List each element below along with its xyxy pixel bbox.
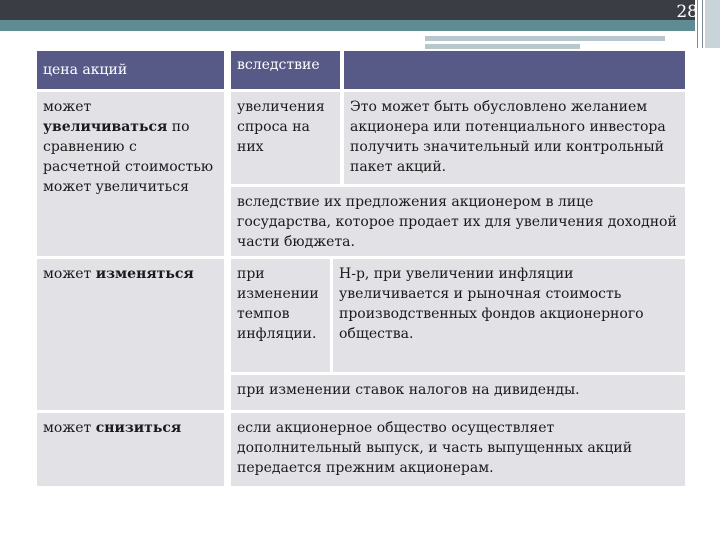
row-increase-reason-b: вследствие их предложения акционером в лице государства, которое продает их для увеличения доходной части бюджета. xyxy=(231,187,685,256)
condition-prefix: может xyxy=(43,266,96,282)
condition-rest: по сравнению с расчетной стоимостью может увеличиться xyxy=(43,119,214,195)
row-decrease-condition xyxy=(37,413,224,486)
accent-stripe-1 xyxy=(425,36,665,41)
condition-keyword: снизиться xyxy=(95,420,182,436)
row-decrease-reason: если акционерное общество осуществляет дополнительный выпуск, и часть выпущенных акций передается прежним акционерам. xyxy=(231,413,685,486)
condition-prefix: может xyxy=(43,420,96,436)
row-change-explanation: Н-р, при увеличении инфляции увеличивается и рыночная стоимость производственных фондов акционерного общества. xyxy=(333,259,685,372)
row-change-reason-a: при изменении темпов инфляции. xyxy=(231,259,330,372)
header-price-cell: цена акций xyxy=(37,51,224,89)
header-explanation-cell xyxy=(344,51,685,89)
right-accent-strip xyxy=(705,0,720,48)
row-increase-reason-a: увеличения спроса на них xyxy=(231,92,340,184)
divider-line-2 xyxy=(702,0,703,48)
page-number: 28 xyxy=(676,2,698,22)
row-change-condition xyxy=(37,259,224,410)
row-change-reason-b: при изменении ставок налогов на дивиденды. xyxy=(231,375,685,410)
condition-keyword: увеличиваться xyxy=(43,119,168,135)
row-increase-condition xyxy=(37,92,224,256)
row-increase-explanation: Это может быть обусловлено желанием акционера или потенциального инвестора получить значительный или контрольный пакет акций. xyxy=(344,92,685,184)
condition-keyword: изменяться xyxy=(95,266,194,282)
accent-stripe-2 xyxy=(425,44,580,49)
top-bar xyxy=(0,0,695,20)
header-reason-cell: вследствие xyxy=(231,51,340,89)
condition-prefix: может xyxy=(43,99,92,115)
teal-band xyxy=(0,20,695,31)
